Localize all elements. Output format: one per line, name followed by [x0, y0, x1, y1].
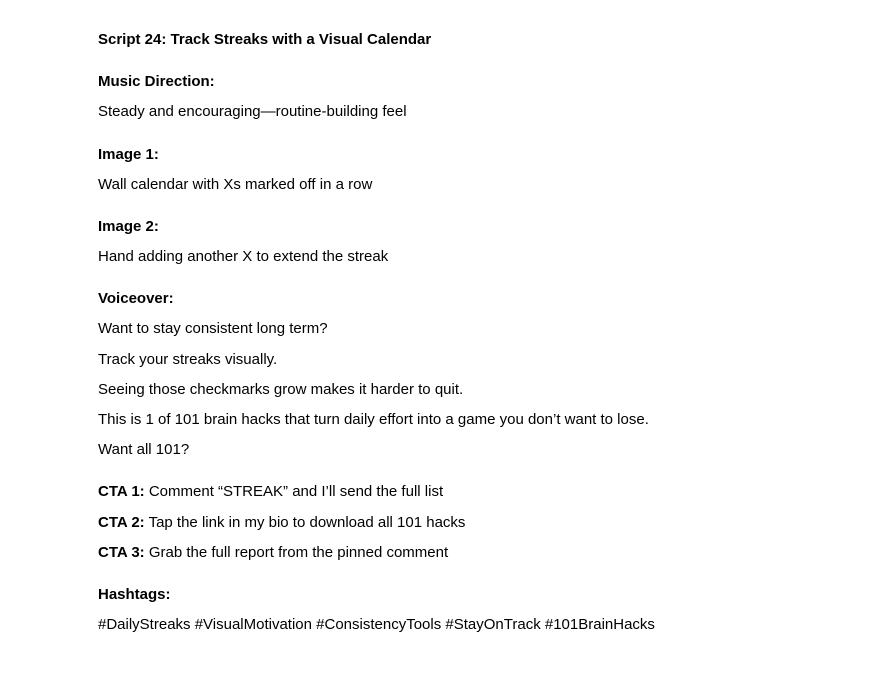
- image-2-heading: Image 2:: [98, 218, 159, 235]
- music-direction-heading: Music Direction:: [98, 73, 215, 90]
- image-1-text: Wall calendar with Xs marked off in a row: [98, 176, 373, 193]
- image-2-text: Hand adding another X to extend the streak: [98, 248, 389, 265]
- cta-2: [98, 513, 465, 533]
- voiceover-line: Track your streaks visually.: [98, 351, 278, 368]
- voiceover-line: Want all 101?: [98, 441, 190, 458]
- voiceover-line: Want to stay consistent long term?: [98, 320, 328, 337]
- cta-3: [98, 543, 448, 563]
- cta-1: [98, 482, 443, 502]
- voiceover-heading: Voiceover:: [98, 290, 174, 307]
- cta-2-text: Tap the link in my bio to download all 101 hacks: [144, 514, 466, 531]
- hashtags-text: #DailyStreaks #VisualMotivation #ConsistencyTools #StayOnTrack #101BrainHacks: [98, 616, 655, 633]
- voiceover-line: Seeing those checkmarks grow makes it harder to quit.: [98, 381, 464, 398]
- image-1-heading: Image 1:: [98, 146, 159, 163]
- script-title: Script 24: Track Streaks with a Visual Calendar: [98, 31, 432, 48]
- voiceover-line: This is 1 of 101 brain hacks that turn daily effort into a game you don’t want to lose.: [98, 411, 649, 428]
- music-direction-text: Steady and encouraging—routine-building feel: [98, 103, 407, 120]
- cta-3-text: Grab the full report from the pinned comment: [144, 544, 449, 561]
- cta-1-text: Comment “STREAK” and I’ll send the full list: [144, 483, 444, 500]
- hashtags-heading: Hashtags:: [98, 586, 171, 603]
- cta-1-label: CTA 1:: [98, 483, 145, 500]
- cta-2-label: CTA 2:: [98, 514, 145, 531]
- cta-3-label: CTA 3:: [98, 544, 145, 561]
